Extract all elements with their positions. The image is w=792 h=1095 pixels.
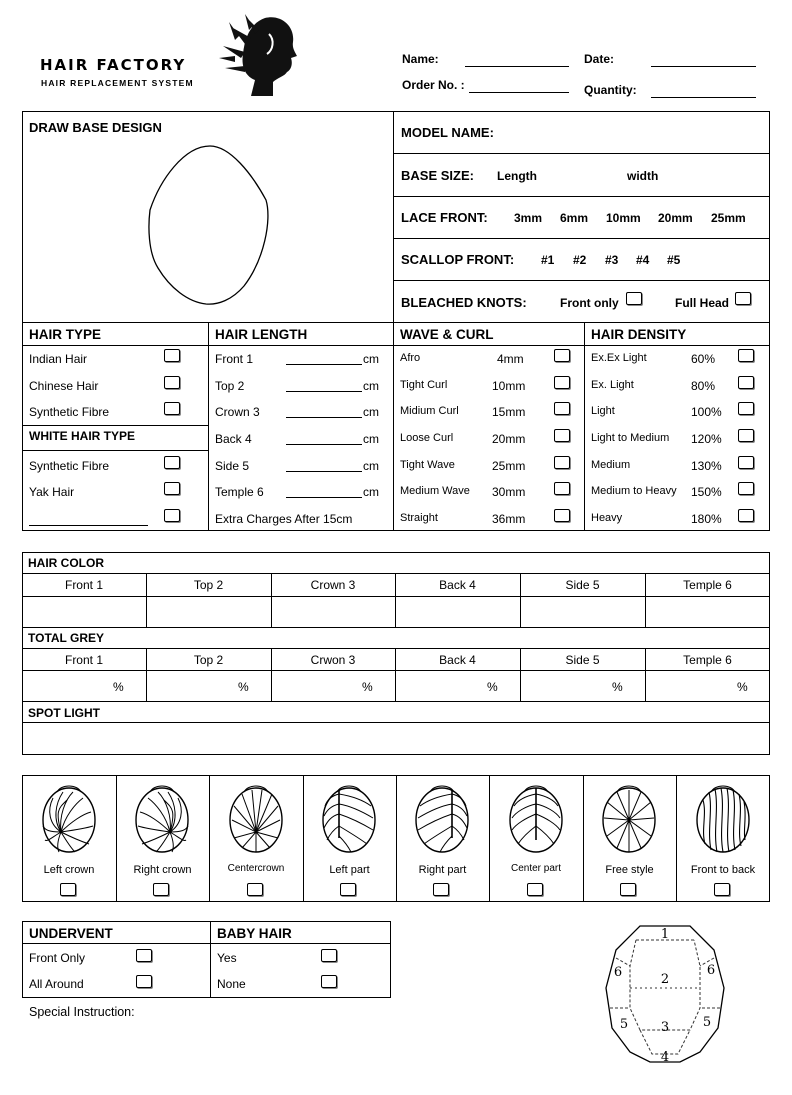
white-hair-checkbox[interactable] xyxy=(164,482,180,495)
baby-hair-checkbox[interactable] xyxy=(321,975,337,988)
hair-length-unit: cm xyxy=(363,485,379,499)
wave-item: Afro xyxy=(400,352,421,364)
hair-density-title: HAIR DENSITY xyxy=(591,327,687,342)
zone-label: 3 xyxy=(660,1020,670,1035)
density-pct: 130% xyxy=(691,459,722,473)
name-field[interactable] xyxy=(465,66,569,67)
density-item: Ex.Ex Light xyxy=(591,352,647,364)
style-label: Free style xyxy=(605,864,654,876)
extra-charges-note: Extra Charges After 15cm xyxy=(215,512,353,526)
density-checkbox[interactable] xyxy=(738,456,754,469)
total-grey-col: Top 2 xyxy=(193,653,224,667)
wave-curl-title: WAVE & CURL xyxy=(400,327,494,342)
spot-light-title: SPOT LIGHT xyxy=(28,706,100,720)
hair-length-item: Back 4 xyxy=(215,432,252,446)
white-hair-item: Synthetic Fibre xyxy=(29,459,110,473)
hair-length-field[interactable] xyxy=(286,471,362,472)
total-grey-col: Side 5 xyxy=(565,653,600,667)
hair-color-title: HAIR COLOR xyxy=(28,556,104,570)
hair-length-unit: cm xyxy=(363,459,379,473)
density-item: Heavy xyxy=(591,512,623,524)
hair-length-unit: cm xyxy=(363,405,379,419)
hair-length-unit: cm xyxy=(363,352,379,366)
hair-type-item: Synthetic Fibre xyxy=(29,405,110,419)
wave-item: Tight Curl xyxy=(400,379,448,391)
scallop-front-label: SCALLOP FRONT: xyxy=(401,252,515,267)
order-no-label: Order No. : xyxy=(402,78,465,92)
hair-type-checkbox[interactable] xyxy=(164,376,180,389)
brand-tagline: HAIR REPLACEMENT SYSTEM xyxy=(41,78,194,88)
baby-hair-item: Yes xyxy=(217,951,237,965)
style-label: Left crown xyxy=(43,864,95,876)
scallop-option[interactable]: #3 xyxy=(605,253,619,267)
style-checkbox[interactable] xyxy=(153,883,169,896)
wave-item: Tight Wave xyxy=(400,459,455,471)
base-outline-drawing[interactable] xyxy=(140,140,280,310)
white-hair-other-field[interactable] xyxy=(29,525,148,526)
left-part-icon xyxy=(319,780,379,856)
wave-checkbox[interactable] xyxy=(554,482,570,495)
hair-color-col: Top 2 xyxy=(193,578,224,592)
head-silhouette-logo xyxy=(215,10,305,98)
hair-length-field[interactable] xyxy=(286,364,362,365)
density-pct: 60% xyxy=(691,352,716,366)
hair-color-col: Crown 3 xyxy=(310,578,356,592)
base-width-label: width xyxy=(627,169,659,183)
style-label: Center part xyxy=(510,863,562,874)
density-checkbox[interactable] xyxy=(738,349,754,362)
wave-checkbox[interactable] xyxy=(554,429,570,442)
hair-length-field[interactable] xyxy=(286,497,362,498)
hair-length-field[interactable] xyxy=(286,417,362,418)
total-grey-col: Temple 6 xyxy=(683,653,732,667)
base-size-label: BASE SIZE: xyxy=(401,168,474,183)
front-only-checkbox[interactable] xyxy=(626,292,642,305)
model-name-label: MODEL NAME: xyxy=(401,125,494,140)
grey-pct-unit: % xyxy=(487,680,498,694)
style-checkbox[interactable] xyxy=(714,883,730,896)
density-item: Medium xyxy=(591,459,631,471)
lace-option[interactable]: 3mm xyxy=(514,211,543,225)
lace-option[interactable]: 10mm xyxy=(606,211,641,225)
wave-size: 30mm xyxy=(492,485,526,499)
density-pct: 100% xyxy=(691,405,722,419)
wave-size: 10mm xyxy=(492,379,526,393)
special-instruction-label: Special Instruction: xyxy=(29,1005,135,1019)
zone-label: 5 xyxy=(619,1017,629,1032)
hair-type-item: Indian Hair xyxy=(29,352,88,366)
center-crown-icon xyxy=(226,780,286,856)
white-hair-other-checkbox[interactable] xyxy=(164,509,180,522)
full-head-label: Full Head xyxy=(675,296,730,310)
hair-color-col: Side 5 xyxy=(565,578,600,592)
scallop-option[interactable]: #5 xyxy=(667,253,681,267)
density-checkbox[interactable] xyxy=(738,376,754,389)
hair-color-col: Front 1 xyxy=(64,578,103,592)
wave-checkbox[interactable] xyxy=(554,509,570,522)
wave-size: 4mm xyxy=(497,352,524,366)
density-pct: 80% xyxy=(691,379,716,393)
bleached-knots-label: BLEACHED KNOTS: xyxy=(401,295,527,310)
style-checkbox[interactable] xyxy=(340,883,356,896)
style-checkbox[interactable] xyxy=(60,883,76,896)
spec-grid xyxy=(22,322,770,531)
total-grey-col: Front 1 xyxy=(64,653,103,667)
total-grey-title: TOTAL GREY xyxy=(28,631,105,645)
zone-label: 5 xyxy=(702,1015,712,1030)
wave-checkbox[interactable] xyxy=(554,349,570,362)
name-label: Name: xyxy=(402,52,439,66)
hair-length-item: Front 1 xyxy=(215,352,254,366)
undervent-checkbox[interactable] xyxy=(136,949,152,962)
wave-size: 36mm xyxy=(492,512,526,526)
density-checkbox[interactable] xyxy=(738,482,754,495)
wave-item: Medium Wave xyxy=(400,485,470,497)
style-label: Right crown xyxy=(133,864,192,876)
white-hair-type-title: WHITE HAIR TYPE xyxy=(29,429,136,443)
wave-item: Straight xyxy=(400,512,438,524)
grey-pct-unit: % xyxy=(362,680,373,694)
grey-pct-unit: % xyxy=(113,680,124,694)
density-item: Light xyxy=(591,405,615,417)
baby-hair-checkbox[interactable] xyxy=(321,949,337,962)
zone-label: 2 xyxy=(660,972,670,987)
style-checkbox[interactable] xyxy=(247,883,263,896)
hair-length-field[interactable] xyxy=(286,444,362,445)
hair-length-title: HAIR LENGTH xyxy=(215,327,308,342)
base-length-label: Length xyxy=(497,169,537,183)
wave-size: 15mm xyxy=(492,405,526,419)
brand-logo xyxy=(40,10,300,100)
lace-option[interactable]: 6mm xyxy=(560,211,589,225)
hair-length-item: Side 5 xyxy=(215,459,250,473)
order-no-field[interactable] xyxy=(469,92,569,93)
hair-length-item: Top 2 xyxy=(215,379,245,393)
style-label: Centercrown xyxy=(227,863,285,874)
style-checkbox[interactable] xyxy=(620,883,636,896)
lace-option[interactable]: 25mm xyxy=(711,211,746,225)
baby-hair-item: None xyxy=(217,977,246,991)
wave-checkbox[interactable] xyxy=(554,376,570,389)
density-pct: 120% xyxy=(691,432,722,446)
undervent-item: Front Only xyxy=(29,951,86,965)
hair-type-checkbox[interactable] xyxy=(164,402,180,415)
lace-option[interactable]: 20mm xyxy=(658,211,693,225)
head-zone-map xyxy=(600,918,730,1066)
hair-type-checkbox[interactable] xyxy=(164,349,180,362)
hair-color-col: Temple 6 xyxy=(683,578,732,592)
hair-length-item: Crown 3 xyxy=(215,405,260,419)
free-style-icon xyxy=(599,780,659,856)
density-checkbox[interactable] xyxy=(738,509,754,522)
style-checkbox[interactable] xyxy=(527,883,543,896)
density-item: Ex. Light xyxy=(591,379,634,391)
wave-item: Midium Curl xyxy=(400,405,459,417)
density-item: Medium to Heavy xyxy=(591,485,677,497)
hair-length-unit: cm xyxy=(363,432,379,446)
undervent-title: UNDERVENT xyxy=(29,926,113,941)
hair-length-field[interactable] xyxy=(286,391,362,392)
white-hair-item: Yak Hair xyxy=(29,485,75,499)
style-label: Left part xyxy=(329,864,370,876)
baby-hair-title: BABY HAIR xyxy=(217,926,292,941)
wave-checkbox[interactable] xyxy=(554,402,570,415)
zone-label: 6 xyxy=(613,965,623,980)
right-crown-icon xyxy=(132,780,192,856)
quantity-field[interactable] xyxy=(651,97,756,98)
density-pct: 150% xyxy=(691,485,722,499)
full-head-checkbox[interactable] xyxy=(735,292,751,305)
hair-length-item: Temple 6 xyxy=(215,485,264,499)
date-label: Date: xyxy=(584,52,615,66)
hair-length-unit: cm xyxy=(363,379,379,393)
white-hair-checkbox[interactable] xyxy=(164,456,180,469)
density-item: Light to Medium xyxy=(591,432,670,444)
center-part-icon xyxy=(506,780,566,856)
quantity-label: Quantity: xyxy=(584,83,637,97)
scallop-option[interactable]: #2 xyxy=(573,253,587,267)
grey-pct-unit: % xyxy=(737,680,748,694)
grey-pct-unit: % xyxy=(612,680,623,694)
hair-color-col: Back 4 xyxy=(439,578,476,592)
total-grey-col: Crwon 3 xyxy=(310,653,356,667)
scallop-option[interactable]: #1 xyxy=(541,253,555,267)
density-pct: 180% xyxy=(691,512,722,526)
density-checkbox[interactable] xyxy=(738,429,754,442)
hair-type-item: Chinese Hair xyxy=(29,379,99,393)
right-part-icon xyxy=(412,780,472,856)
scallop-option[interactable]: #4 xyxy=(636,253,650,267)
grey-pct-unit: % xyxy=(238,680,249,694)
brand-name: HAIR FACTORY xyxy=(40,56,187,74)
front-only-label: Front only xyxy=(560,296,619,310)
total-grey-col: Back 4 xyxy=(439,653,476,667)
style-label: Front to back xyxy=(690,864,756,876)
date-field[interactable] xyxy=(651,66,756,67)
front-to-back-icon xyxy=(693,780,753,856)
style-label: Right part xyxy=(418,864,467,876)
lace-front-label: LACE FRONT: xyxy=(401,210,488,225)
density-checkbox[interactable] xyxy=(738,402,754,415)
wave-item: Loose Curl xyxy=(400,432,454,444)
undervent-item: All Around xyxy=(29,977,84,991)
wave-checkbox[interactable] xyxy=(554,456,570,469)
wave-size: 25mm xyxy=(492,459,526,473)
zone-label: 6 xyxy=(706,963,716,978)
draw-base-title: DRAW BASE DESIGN xyxy=(29,120,162,135)
style-checkbox[interactable] xyxy=(433,883,449,896)
undervent-checkbox[interactable] xyxy=(136,975,152,988)
wave-size: 20mm xyxy=(492,432,526,446)
hair-type-title: HAIR TYPE xyxy=(29,327,102,342)
zone-label: 1 xyxy=(660,927,670,942)
left-crown-icon xyxy=(39,780,99,856)
zone-label: 4 xyxy=(660,1050,670,1065)
